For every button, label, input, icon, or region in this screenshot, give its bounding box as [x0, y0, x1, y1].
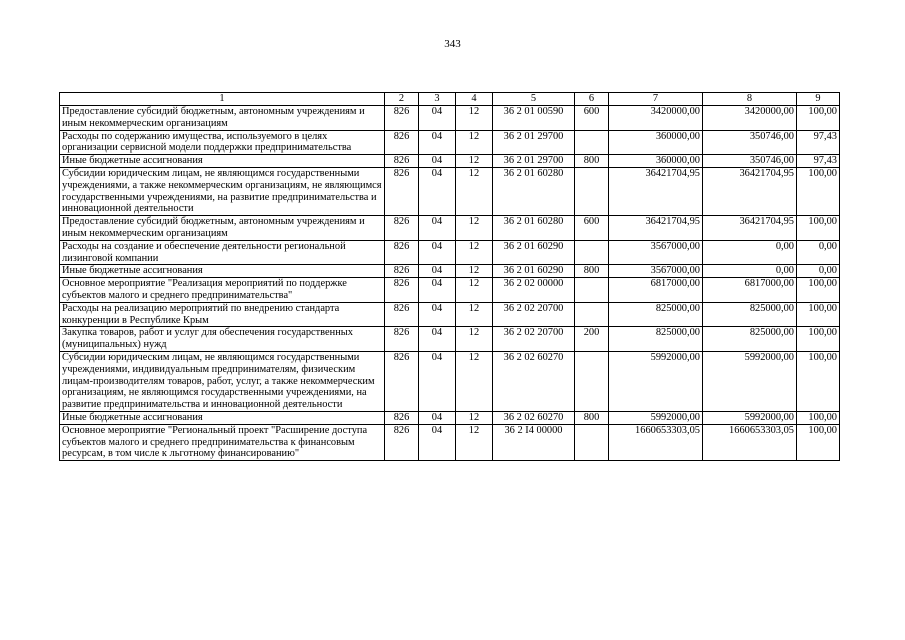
- admin-code-cell: 826: [385, 167, 419, 215]
- expense-type-cell: [575, 302, 609, 327]
- row-name-cell: Расходы по содержанию имущества, используемого в целях организации сервисной модели поддержки предпринимательства: [60, 130, 385, 155]
- target-article-cell: 36 2 01 60280: [493, 216, 575, 241]
- planned-amount-cell: 36421704,95: [609, 216, 703, 241]
- admin-code-cell: 826: [385, 130, 419, 155]
- table-row: [60, 351, 840, 411]
- planned-amount-cell: 825000,00: [609, 327, 703, 352]
- execution-percent-cell: 0,00: [797, 240, 840, 265]
- expense-type-cell: [575, 424, 609, 460]
- table-row: [60, 106, 840, 131]
- target-article-cell: 36 2 02 60270: [493, 411, 575, 424]
- admin-code-cell: 826: [385, 351, 419, 411]
- planned-amount-cell: 5992000,00: [609, 351, 703, 411]
- target-article-cell: 36 2 02 60270: [493, 351, 575, 411]
- header-row: [60, 93, 840, 106]
- executed-amount-cell: 350746,00: [703, 130, 797, 155]
- target-article-cell: 36 2 01 29700: [493, 155, 575, 168]
- executed-amount-cell: 5992000,00: [703, 411, 797, 424]
- row-name-cell: Расходы на реализацию мероприятий по внедрению стандарта конкуренции в Республике Крым: [60, 302, 385, 327]
- admin-code-cell: 826: [385, 106, 419, 131]
- section-cell: 04: [419, 411, 456, 424]
- subsection-cell: 12: [456, 106, 493, 131]
- table-row: [60, 216, 840, 241]
- budget-table: [59, 92, 840, 461]
- section-cell: 04: [419, 167, 456, 215]
- subsection-cell: 12: [456, 411, 493, 424]
- subsection-cell: 12: [456, 424, 493, 460]
- expense-type-cell: 200: [575, 327, 609, 352]
- section-cell: 04: [419, 106, 456, 131]
- expense-type-cell: [575, 278, 609, 303]
- table-row: [60, 167, 840, 215]
- execution-percent-cell: 100,00: [797, 424, 840, 460]
- subsection-cell: 12: [456, 167, 493, 215]
- execution-percent-cell: 97,43: [797, 155, 840, 168]
- section-cell: 04: [419, 327, 456, 352]
- planned-amount-cell: 360000,00: [609, 155, 703, 168]
- executed-amount-cell: 825000,00: [703, 302, 797, 327]
- row-name-cell: Предоставление субсидий бюджетным, автономным учреждениям и иным некоммерческим организациям: [60, 216, 385, 241]
- admin-code-cell: 826: [385, 411, 419, 424]
- row-name-cell: Иные бюджетные ассигнования: [60, 265, 385, 278]
- admin-code-cell: 826: [385, 216, 419, 241]
- execution-percent-cell: 100,00: [797, 327, 840, 352]
- admin-code-cell: 826: [385, 240, 419, 265]
- column-header: 6: [575, 93, 609, 106]
- column-header: 8: [703, 93, 797, 106]
- row-name-cell: Субсидии юридическим лицам, не являющимся государственными учреждениями, а также некоммерческим организациям, не являющимся государственными учреждениями, на развитие предпринимательства и инновационной деятельности: [60, 167, 385, 215]
- section-cell: 04: [419, 278, 456, 303]
- executed-amount-cell: 1660653303,05: [703, 424, 797, 460]
- planned-amount-cell: 3567000,00: [609, 240, 703, 265]
- column-header: 3: [419, 93, 456, 106]
- column-header: 5: [493, 93, 575, 106]
- row-name-cell: Иные бюджетные ассигнования: [60, 155, 385, 168]
- table-row: [60, 411, 840, 424]
- row-name-cell: Иные бюджетные ассигнования: [60, 411, 385, 424]
- planned-amount-cell: 5992000,00: [609, 411, 703, 424]
- expense-type-cell: 600: [575, 106, 609, 131]
- expense-type-cell: [575, 130, 609, 155]
- expense-type-cell: [575, 240, 609, 265]
- section-cell: 04: [419, 265, 456, 278]
- table-row: [60, 130, 840, 155]
- expense-type-cell: 800: [575, 155, 609, 168]
- planned-amount-cell: 360000,00: [609, 130, 703, 155]
- target-article-cell: 36 2 02 20700: [493, 302, 575, 327]
- execution-percent-cell: 100,00: [797, 106, 840, 131]
- column-header: 2: [385, 93, 419, 106]
- executed-amount-cell: 5992000,00: [703, 351, 797, 411]
- expense-type-cell: [575, 351, 609, 411]
- execution-percent-cell: 100,00: [797, 216, 840, 241]
- subsection-cell: 12: [456, 302, 493, 327]
- column-header: 9: [797, 93, 840, 106]
- table-row: [60, 278, 840, 303]
- column-header: 4: [456, 93, 493, 106]
- row-name-cell: Основное мероприятие "Реализация мероприятий по поддержке субъектов малого и среднего предпринимательства": [60, 278, 385, 303]
- expense-type-cell: 600: [575, 216, 609, 241]
- subsection-cell: 12: [456, 278, 493, 303]
- executed-amount-cell: 0,00: [703, 240, 797, 265]
- admin-code-cell: 826: [385, 155, 419, 168]
- column-header: 7: [609, 93, 703, 106]
- admin-code-cell: 826: [385, 278, 419, 303]
- row-name-cell: Субсидии юридическим лицам, не являющимся государственными учреждениями, индивидуальным предпринимателям, физическим лицам-производителям товаров, работ, услуг, а также некоммерческим организациям, не являющимся государственными учреждениями, на развитие предпринимательства и инновационной деятельности: [60, 351, 385, 411]
- subsection-cell: 12: [456, 351, 493, 411]
- table-row: [60, 302, 840, 327]
- row-name-cell: Расходы на создание и обеспечение деятельности региональной лизинговой компании: [60, 240, 385, 265]
- table-row: [60, 240, 840, 265]
- admin-code-cell: 826: [385, 327, 419, 352]
- subsection-cell: 12: [456, 327, 493, 352]
- section-cell: 04: [419, 155, 456, 168]
- execution-percent-cell: 100,00: [797, 302, 840, 327]
- executed-amount-cell: 0,00: [703, 265, 797, 278]
- executed-amount-cell: 6817000,00: [703, 278, 797, 303]
- admin-code-cell: 826: [385, 265, 419, 278]
- planned-amount-cell: 36421704,95: [609, 167, 703, 215]
- planned-amount-cell: 3567000,00: [609, 265, 703, 278]
- executed-amount-cell: 350746,00: [703, 155, 797, 168]
- subsection-cell: 12: [456, 130, 493, 155]
- section-cell: 04: [419, 302, 456, 327]
- section-cell: 04: [419, 240, 456, 265]
- subsection-cell: 12: [456, 155, 493, 168]
- expense-type-cell: 800: [575, 265, 609, 278]
- execution-percent-cell: 100,00: [797, 411, 840, 424]
- target-article-cell: 36 2 01 60290: [493, 240, 575, 265]
- target-article-cell: 36 2 02 20700: [493, 327, 575, 352]
- admin-code-cell: 826: [385, 302, 419, 327]
- row-name-cell: Закупка товаров, работ и услуг для обеспечения государственных (муниципальных) нужд: [60, 327, 385, 352]
- execution-percent-cell: 100,00: [797, 351, 840, 411]
- table-row: [60, 327, 840, 352]
- subsection-cell: 12: [456, 265, 493, 278]
- target-article-cell: 36 2 01 00590: [493, 106, 575, 131]
- subsection-cell: 12: [456, 240, 493, 265]
- row-name-cell: Предоставление субсидий бюджетным, автономным учреждениям и иным некоммерческим организациям: [60, 106, 385, 131]
- section-cell: 04: [419, 424, 456, 460]
- expense-type-cell: 800: [575, 411, 609, 424]
- expense-type-cell: [575, 167, 609, 215]
- section-cell: 04: [419, 130, 456, 155]
- target-article-cell: 36 2 I4 00000: [493, 424, 575, 460]
- executed-amount-cell: 825000,00: [703, 327, 797, 352]
- subsection-cell: 12: [456, 216, 493, 241]
- executed-amount-cell: 3420000,00: [703, 106, 797, 131]
- planned-amount-cell: 3420000,00: [609, 106, 703, 131]
- execution-percent-cell: 100,00: [797, 167, 840, 215]
- execution-percent-cell: 97,43: [797, 130, 840, 155]
- page-number: 343: [444, 38, 461, 50]
- planned-amount-cell: 825000,00: [609, 302, 703, 327]
- row-name-cell: Основное мероприятие "Региональный проект "Расширение доступа субъектов малого и среднего предпринимательства к финансовым ресурсам, в том числе к льготному финансированию": [60, 424, 385, 460]
- target-article-cell: 36 2 01 60290: [493, 265, 575, 278]
- target-article-cell: 36 2 01 60280: [493, 167, 575, 215]
- table-row: [60, 424, 840, 460]
- target-article-cell: 36 2 01 29700: [493, 130, 575, 155]
- planned-amount-cell: 6817000,00: [609, 278, 703, 303]
- column-header: 1: [60, 93, 385, 106]
- table-row: [60, 265, 840, 278]
- section-cell: 04: [419, 216, 456, 241]
- table-row: [60, 155, 840, 168]
- execution-percent-cell: 0,00: [797, 265, 840, 278]
- planned-amount-cell: 1660653303,05: [609, 424, 703, 460]
- section-cell: 04: [419, 351, 456, 411]
- executed-amount-cell: 36421704,95: [703, 167, 797, 215]
- execution-percent-cell: 100,00: [797, 278, 840, 303]
- target-article-cell: 36 2 02 00000: [493, 278, 575, 303]
- admin-code-cell: 826: [385, 424, 419, 460]
- executed-amount-cell: 36421704,95: [703, 216, 797, 241]
